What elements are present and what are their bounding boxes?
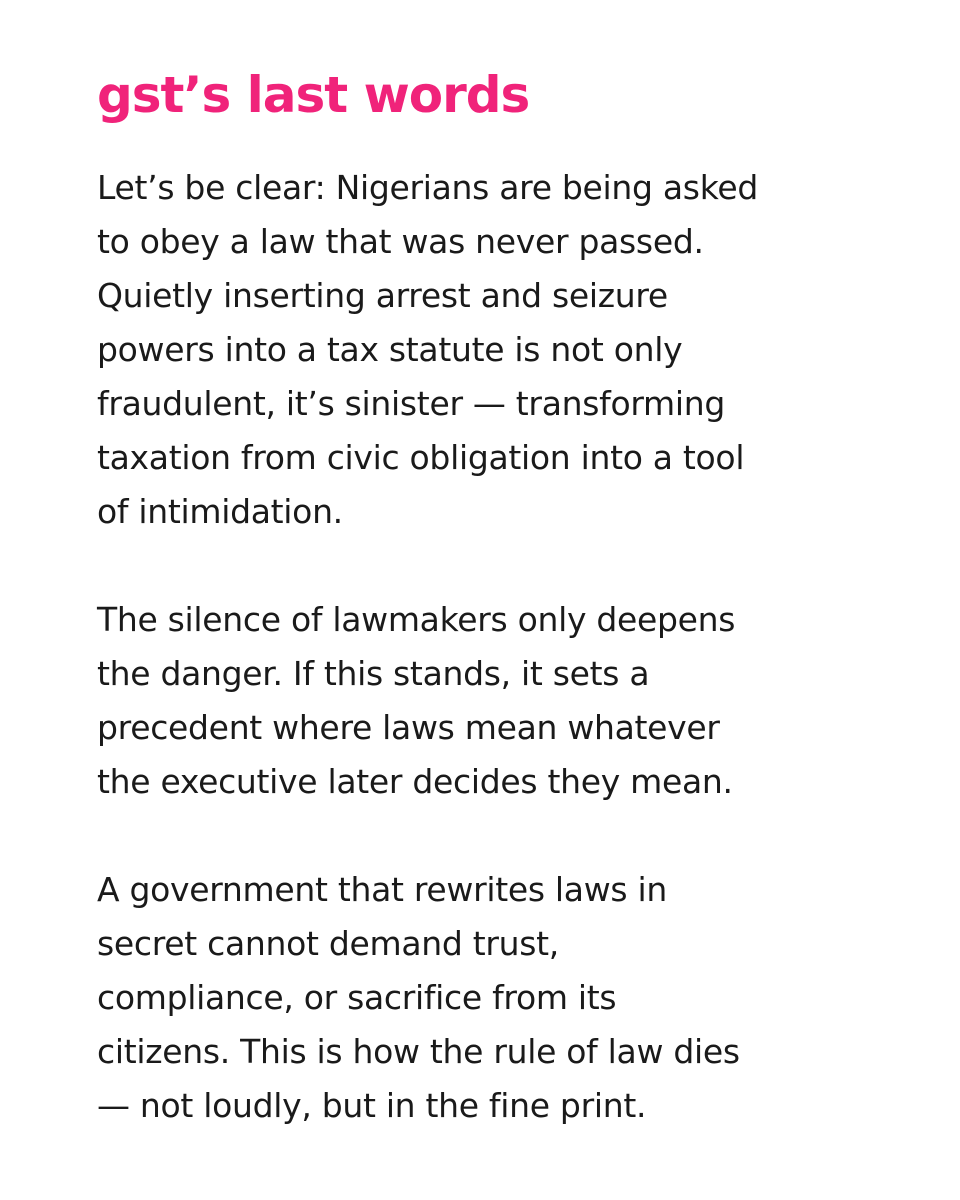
text-line: — not loudly, but in the fine print. (97, 1086, 647, 1125)
text-line: The silence of lawmakers only deepens (97, 600, 736, 639)
text-line: precedent where laws mean whatever (97, 708, 720, 747)
text-line: to obey a law that was never passed. (97, 222, 704, 261)
text-line: Let’s be clear: Nigerians are being asked (97, 168, 758, 207)
text-line: the executive later decides they mean. (97, 762, 733, 801)
text-line: secret cannot demand trust, (97, 924, 559, 963)
text-line: citizens. This is how the rule of law dies (97, 1032, 740, 1071)
text-line: fraudulent, it’s sinister — transforming (97, 384, 726, 423)
text-line: compliance, or sacrifice from its (97, 978, 617, 1017)
text-line: Quietly inserting arrest and seizure (97, 276, 668, 315)
paragraph-2 (97, 593, 907, 809)
text-line: the danger. If this stands, it sets a (97, 654, 650, 693)
text-line: powers into a tax statute is not only (97, 330, 683, 369)
text-line: of intimidation. (97, 492, 343, 531)
paragraph-1 (97, 161, 907, 539)
paragraph-3 (97, 863, 907, 1133)
text-line: taxation from civic obligation into a tool (97, 438, 745, 477)
page-title: gst’s last words (97, 66, 530, 124)
text-line: A government that rewrites laws in (97, 870, 667, 909)
